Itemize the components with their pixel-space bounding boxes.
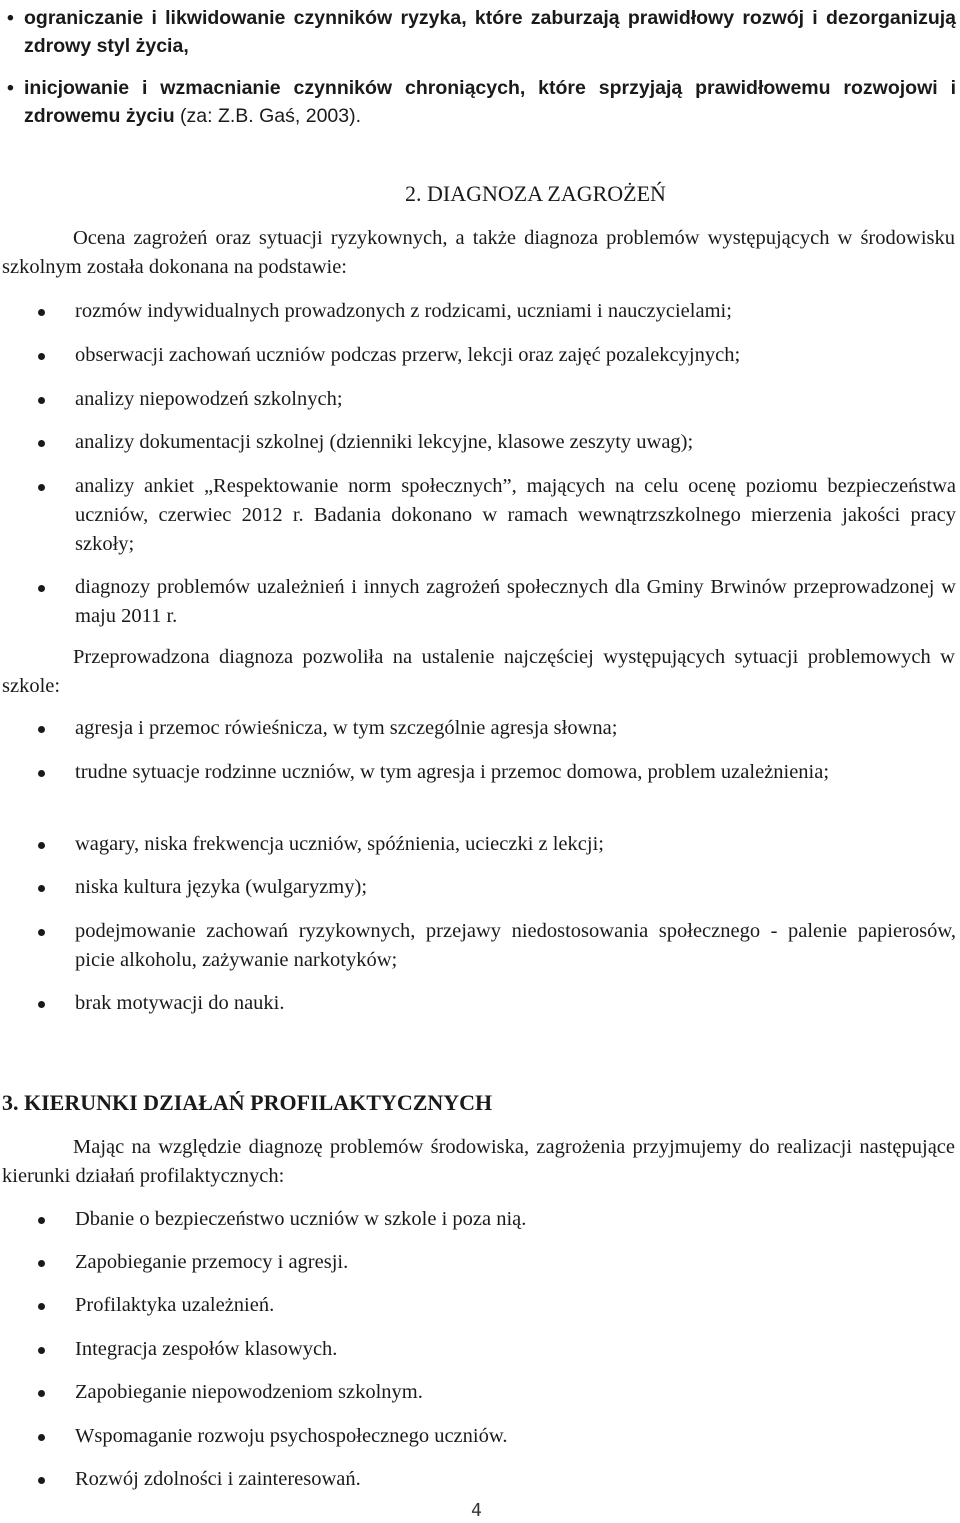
bullet-icon: • (7, 7, 14, 29)
bullet-icon (38, 726, 45, 733)
bullet-icon (38, 1217, 45, 1224)
bullet-icon (38, 484, 45, 491)
bullet-icon (38, 1347, 45, 1354)
list-item: Rozwój zdolności i zainteresowań. (0, 1465, 956, 1494)
page-number: 4 (471, 1500, 482, 1521)
bullet-icon (38, 440, 45, 447)
list-item: brak motywacji do nauki. (0, 989, 956, 1018)
bullet-icon (38, 585, 45, 592)
goal-text: ograniczanie i likwidowanie czynników ryzyka, które zaburzają prawidłowy rozwój i dezorganizują zdrowy styl życia, (24, 7, 956, 57)
bullet-icon (38, 397, 45, 404)
diagnosis-intro (2, 224, 955, 282)
bullet-icon (38, 1434, 45, 1441)
goal-item (6, 74, 956, 130)
bullet-icon (38, 885, 45, 892)
directions-intro (2, 1133, 955, 1191)
list-item: Dbanie o bezpieczeństwo uczniów w szkole i poza nią. (0, 1205, 956, 1234)
list-item: Integracja zespołów klasowych. (0, 1335, 956, 1364)
list-item: analizy dokumentacji szkolnej (dzienniki lekcyjne, klasowe zeszyty uwag); (0, 428, 956, 457)
list-item: wagary, niska frekwencja uczniów, spóźnienia, ucieczki z lekcji; (0, 830, 956, 859)
bullet-icon: • (7, 77, 14, 99)
diagnosis-summary (2, 643, 955, 701)
bullet-icon (38, 770, 45, 777)
list-item: diagnozy problemów uzależnień i innych zagrożeń społecznych dla Gminy Brwinów przeprowadzonej w maju 2011 r. (0, 573, 956, 631)
list-item: Wspomaganie rozwoju psychospołecznego uczniów. (0, 1422, 956, 1451)
list-item: analizy ankiet „Respektowanie norm społecznych”, mających na celu ocenę poziomu bezpieczeństwa uczniów, czerwiec 2012 r. Badania dokonano w ramach wewnątrzszkolnego mierzenia jakości pracy szkoły; (0, 472, 956, 559)
bullet-icon (38, 1477, 45, 1484)
bullet-icon (38, 309, 45, 316)
list-item: Zapobieganie przemocy i agresji. (0, 1248, 956, 1277)
bullet-icon (38, 353, 45, 360)
list-item: trudne sytuacje rodzinne uczniów, w tym agresja i przemoc domowa, problem uzależnienia; (0, 758, 956, 787)
list-item: podejmowanie zachowań ryzykownych, przejawy niedostosowania społecznego - palenie papierosów, picie alkoholu, zażywanie narkotyków; (0, 917, 956, 975)
directions-intro-text: Mając na względzie diagnozę problemów środowiska, zagrożenia przyjmujemy do realizacji następujące kierunki działań profilaktycznych: (2, 1136, 955, 1187)
list-item: Profilaktyka uzależnień. (0, 1291, 956, 1320)
goals-list (6, 4, 956, 130)
goal-citation: (za: Z.B. Gaś, 2003). (174, 105, 362, 127)
bullet-icon (38, 1390, 45, 1397)
bullet-icon (38, 842, 45, 849)
section-heading-diagnosis: 2. DIAGNOZA ZAGROŻEŃ (405, 181, 666, 206)
list-item: niska kultura języka (wulgaryzmy); (0, 873, 956, 902)
list-item: agresja i przemoc rówieśnicza, w tym szczególnie agresja słowna; (0, 714, 956, 743)
goal-item (6, 4, 956, 60)
diagnosis-intro-text: Ocena zagrożeń oraz sytuacji ryzykownych, a także diagnoza problemów występujących w środowisku szkolnym została dokonana na podstawie: (2, 227, 955, 278)
bullet-icon (38, 1303, 45, 1310)
list-item: Zapobieganie niepowodzeniom szkolnym. (0, 1378, 956, 1407)
diagnosis-summary-text: Przeprowadzona diagnoza pozwoliła na ustalenie najczęściej występujących sytuacji problemowych w szkole: (2, 646, 955, 697)
bullet-icon (38, 1001, 45, 1008)
list-item: analizy niepowodzeń szkolnych; (0, 385, 956, 414)
list-item: obserwacji zachowań uczniów podczas przerw, lekcji oraz zajęć pozalekcyjnych; (0, 341, 956, 370)
list-item: rozmów indywidualnych prowadzonych z rodzicami, uczniami i nauczycielami; (0, 297, 956, 326)
bullet-icon (38, 1260, 45, 1267)
section-heading-directions: 3. KIERUNKI DZIAŁAŃ PROFILAKTYCZNYCH (2, 1090, 493, 1115)
goal-text: inicjowanie i wzmacnianie czynników chroniących, które sprzyjają prawidłowemu rozwojowi i zdrowemu życiu (24, 77, 956, 127)
bullet-icon (38, 929, 45, 936)
